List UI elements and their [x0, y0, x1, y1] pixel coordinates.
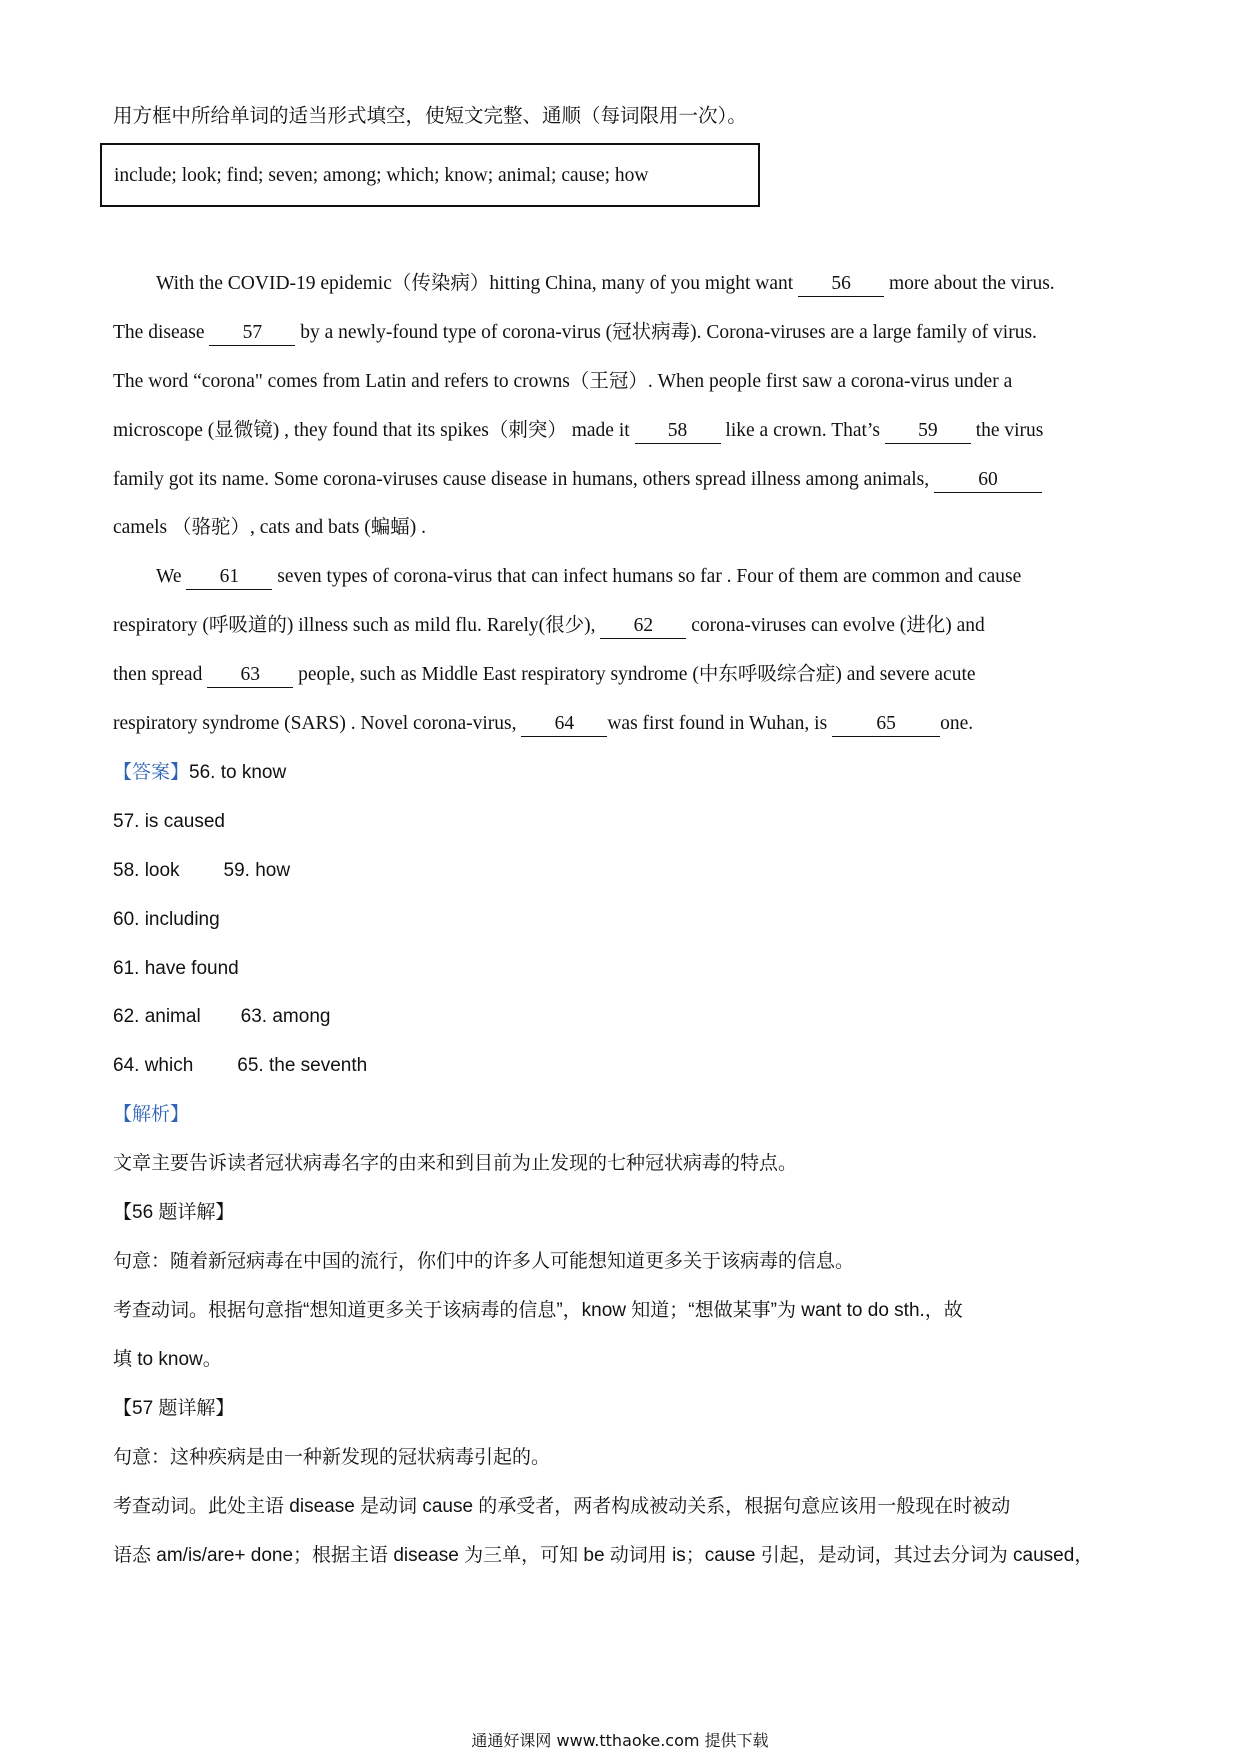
footer-credit: 通通好课网 www.tthaoke.com 提供下载: [471, 1731, 769, 1750]
answer-line-64-65: [113, 1053, 367, 1079]
answer-label: 【答案】: [113, 762, 190, 783]
analysis-label: 【解析】: [113, 1104, 190, 1125]
answer-58: 58. look: [113, 860, 180, 881]
blank-63[interactable]: 63: [207, 663, 293, 688]
blank-59[interactable]: 59: [885, 419, 971, 444]
blank-60[interactable]: 60: [934, 468, 1042, 493]
answer-line-1: [113, 760, 286, 786]
answer-57: 57. is caused: [113, 811, 225, 832]
passage-line-1: With the COVID-19 epidemic（传染病）hitting China, many of you might want 56 more about the virus.: [156, 271, 1055, 297]
instruction: 用方框中所给单词的适当形式填空，使短文完整、通顺（每词限用一次）。: [113, 106, 747, 127]
q57-meaning: 句意：这种疾病是由一种新发现的冠状病毒引起的。: [113, 1447, 551, 1468]
passage-line-7: We 61 seven types of corona-virus that can infect humans so far . Four of them are common and cause: [156, 564, 1021, 590]
passage-line-10: respiratory syndrome (SARS) . Novel corona-virus, 64 was first found in Wuhan, is 65 one.: [113, 711, 973, 737]
blank-64[interactable]: 64: [521, 712, 607, 737]
blank-65[interactable]: 65: [832, 712, 940, 737]
passage-line-6: camels （骆驼）, cats and bats (蝙蝠) .: [113, 517, 427, 538]
word-box-words: include; look; find; seven; among; which; know; animal; cause; how: [114, 165, 649, 186]
answer-62: 62. animal: [113, 1006, 201, 1027]
answer-59: 59. how: [223, 860, 291, 881]
answer-56: 56. to know: [189, 762, 287, 783]
answer-64: 64. which: [113, 1055, 194, 1076]
q56-title: 【56 题详解】: [113, 1202, 235, 1223]
q57-title: 【57 题详解】: [113, 1398, 235, 1419]
blank-57[interactable]: 57: [209, 321, 295, 346]
analysis-summary: 文章主要告诉读者冠状病毒名字的由来和到目前为止发现的七种冠状病毒的特点。: [113, 1153, 798, 1174]
blank-62[interactable]: 62: [600, 614, 686, 639]
answer-line-58-59: [113, 858, 290, 884]
q56-explanation-2: 填 to know。: [113, 1349, 222, 1370]
q57-explanation-2: 语态 am/is/are+ done；根据主语 disease 为三单，可知 be 动词用 is；cause 引起，是动词，其过去分词为 caused，: [113, 1545, 1094, 1566]
answer-63: 63. among: [240, 1006, 331, 1027]
answer-65: 65. the seventh: [237, 1055, 368, 1076]
passage-line-4: microscope (显微镜) , they found that its spikes（刺突） made it 58 like a crown. That’s 59 the virus: [113, 418, 1043, 444]
blank-61[interactable]: 61: [186, 565, 272, 590]
passage-line-5: family got its name. Some corona-viruses cause disease in humans, others spread illness among animals, 60: [113, 467, 1042, 493]
q57-explanation-1: 考查动词。此处主语 disease 是动词 cause 的承受者，两者构成被动关系，根据句意应该用一般现在时被动: [113, 1496, 1011, 1517]
answer-61: 61. have found: [113, 958, 239, 979]
q56-meaning: 句意：随着新冠病毒在中国的流行，你们中的许多人可能想知道更多关于该病毒的信息。: [113, 1251, 855, 1272]
blank-56[interactable]: 56: [798, 272, 884, 297]
word-box: [100, 143, 760, 207]
passage-line-2: The disease 57 by a newly-found type of corona-virus (冠状病毒). Corona-viruses are a large family of virus.: [113, 320, 1037, 346]
blank-58[interactable]: 58: [635, 419, 721, 444]
passage-line-8: respiratory (呼吸道的) illness such as mild flu. Rarely(很少), 62 corona-viruses can evolve (进化) and: [113, 613, 985, 639]
passage-line-9: then spread 63 people, such as Middle East respiratory syndrome (中东呼吸综合症) and severe acute: [113, 662, 976, 688]
q56-explanation-1: 考查动词。根据句意指“想知道更多关于该病毒的信息”，know 知道；“想做某事”为 want to do sth.，故: [113, 1300, 963, 1321]
answer-60: 60. including: [113, 909, 220, 930]
passage-line-3: The word “corona" comes from Latin and refers to crowns（王冠）. When people first saw a corona-virus under a: [113, 371, 1013, 392]
answer-line-62-63: [113, 1004, 330, 1030]
